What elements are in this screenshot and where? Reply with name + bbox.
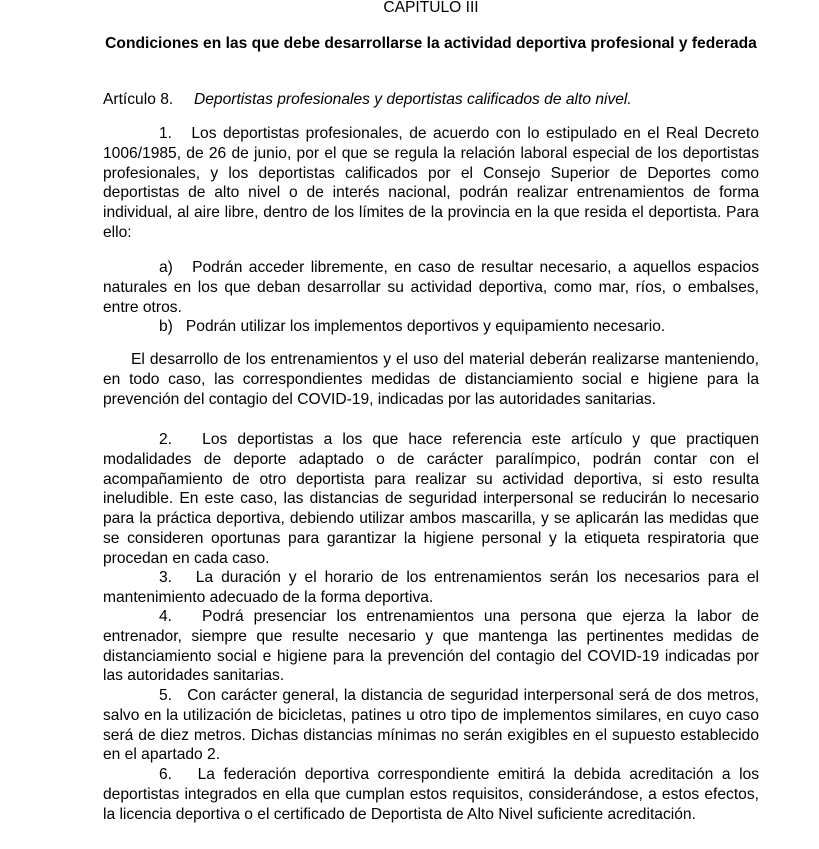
paragraph-5 [103,686,759,765]
paragraph-label: 6. [159,766,173,783]
paragraph-6 [103,765,759,824]
paragraph-label: 4. [159,608,173,625]
paragraph-text: Podrán utilizar los implementos deportivos y equipamiento necesario. [185,318,666,335]
paragraph-text: Con carácter general, la distancia de seguridad interpersonal será de dos metros, salvo en la utilización de bicicletas, patines u otro tipo de implementos similares, en cuyo caso será de diez metros. Dichas distancias mínimas no serán exigibles en el supuesto establecido en el apartado 2. [103,687,759,764]
paragraph-label: 3. [159,569,173,586]
article-heading [103,90,759,109]
paragraph-a [103,258,759,317]
paragraph-2 [103,430,759,569]
chapter-title: Condiciones en las que debe desarrollarse la actividad deportiva profesional y federada [105,35,757,52]
paragraph-text: La duración y el horario de los entrenamientos serán los necesarios para el mantenimiento adecuado de la forma deportiva. [103,569,760,606]
paragraph-4 [103,607,759,686]
paragraph-label: a) [159,259,173,276]
chapter-heading: CAPITULO III [383,0,479,16]
paragraph-label: 1. [159,125,173,142]
paragraph-1 [103,124,759,243]
paragraph-text: La federación deportiva correspondiente emitirá la debida acreditación a los deportistas integrados en ella que cumplan estos requisitos, considerándose, a estos efectos, la licencia deportiva o el certificado de Deportista de Alto Nivel suficiente acreditación. [103,766,759,823]
paragraph-text: Podrán acceder libremente, en caso de resultar necesario, a aquellos espacios naturales en los que deban desarrollar su actividad deportiva, como mar, ríos, o embalses, entre otros. [103,259,759,316]
paragraph-label: 2. [159,431,173,448]
paragraph-continuation [103,350,759,409]
paragraph-text: Podrá presenciar los entrenamientos una persona que ejerza la labor de entrenador, siempre que resulte necesario y que mantenga las pertinentes medidas de distanciamiento social e higiene para la prevención del contagio del COVID-19 indicadas por las autoridades sanitarias. [103,608,759,685]
paragraph-text: El desarrollo de los entrenamientos y el uso del material deberán realizarse manteniendo, en todo caso, las correspondientes medidas de distanciamiento social e higiene para la prevención del contagio del COVID-19, indicadas por las autoridades sanitarias. [103,351,759,408]
paragraph-3 [103,568,759,608]
paragraph-text: Los deportistas a los que hace referencia este artículo y que practiquen modalidades de deporte adaptado o de carácter paralímpico, podrán contar con el acompañamiento de otro deportista para realizar su actividad deportiva, si esto resulta ineludible. En este caso, las distancias de seguridad interpersonal se reducirán lo necesario para la práctica deportiva, debiendo utilizar ambos mascarilla, y se aplicarán las medidas que se consideren oportunas para garantizar la higiene personal y la etiqueta respiratoria que procedan en cada caso. [103,431,760,567]
article-title: Deportistas profesionales y deportistas calificados de alto nivel. [194,91,632,108]
paragraph-text: Los deportistas profesionales, de acuerdo con lo estipulado en el Real Decreto 1006/1985, de 26 de junio, por el que se regula la relación laboral especial de los deportistas profesionales, y los deportistas calificados por el Consejo Superior de Deportes como deportistas de alto nivel o de interés nacional, podrán realizar entrenamientos de forma individual, al aire libre, dentro de los límites de la provincia en la que resida el deportista. Para ello: [103,125,759,241]
paragraph-label: b) [159,318,173,335]
paragraph-label: 5. [159,687,173,704]
article-number: Artículo 8. [103,91,174,108]
paragraph-b [103,317,759,337]
